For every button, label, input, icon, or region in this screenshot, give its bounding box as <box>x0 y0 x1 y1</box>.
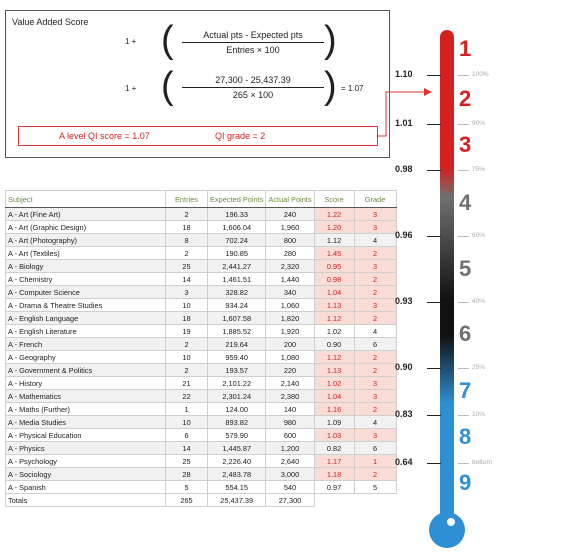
score-tick-line <box>427 463 441 464</box>
table-row <box>6 442 397 455</box>
thermometer-bulb-highlight <box>447 518 455 526</box>
cell-entries: 3 <box>166 286 208 299</box>
cell-actual: 2,140 <box>266 377 314 390</box>
table-row <box>6 325 397 338</box>
header-actual-points: Actual Points <box>266 191 314 208</box>
cell-grade: 3 <box>354 390 396 403</box>
thermometer-tube <box>440 30 454 522</box>
table-row <box>6 364 397 377</box>
cell-grade: 3 <box>354 221 396 234</box>
cell-grade: 2 <box>354 468 396 481</box>
cell-subject: A - Physical Education <box>6 429 166 442</box>
cell-actual: 540 <box>266 481 314 494</box>
cell-entries: 5 <box>166 481 208 494</box>
cell-score: 0.90 <box>314 338 354 351</box>
table-row <box>6 455 397 468</box>
cell-grade: 4 <box>354 234 396 247</box>
close-paren-2: ) <box>324 65 337 107</box>
cell-score: 1.12 <box>314 351 354 364</box>
cell-score: 1.13 <box>314 364 354 377</box>
cell-entries: 2 <box>166 338 208 351</box>
cell-subject: A - Mathematics <box>6 390 166 403</box>
percentile-tick-label: 100% <box>472 71 489 78</box>
percentile-tick-label: 75% <box>472 166 486 173</box>
cell-expected: 554.15 <box>208 481 266 494</box>
cell-score: 0.82 <box>314 442 354 455</box>
score-tick-line <box>427 415 441 416</box>
cell-expected: 190.85 <box>208 247 266 260</box>
cell-entries: 1 <box>166 403 208 416</box>
percentile-tick-line <box>458 463 469 464</box>
formula-title: Value Added Score <box>12 17 89 27</box>
close-paren-1: ) <box>324 19 337 61</box>
cell-actual: 980 <box>266 416 314 429</box>
formula-prefix-1: 1 + <box>125 37 137 46</box>
cell-grade: 2 <box>354 273 396 286</box>
cell-score: 1.04 <box>314 286 354 299</box>
score-tick-label: 1.01 <box>395 118 413 128</box>
cell-actual: 600 <box>266 429 314 442</box>
cell-score: 0.98 <box>314 273 354 286</box>
cell-actual: 1,060 <box>266 299 314 312</box>
open-paren-1: ( <box>161 19 174 61</box>
cell-entries: 2 <box>166 208 208 221</box>
cell-expected: 2,441.27 <box>208 260 266 273</box>
cell-subject: A - English Literature <box>6 325 166 338</box>
cell-actual: 1,200 <box>266 442 314 455</box>
cell-expected: 2,483.78 <box>208 468 266 481</box>
cell-subject: A - Physics <box>6 442 166 455</box>
table-row <box>6 468 397 481</box>
formula-denominator-1: Entries × 100 <box>226 45 280 55</box>
score-tick-line <box>427 368 441 369</box>
cell-score: 0.95 <box>314 260 354 273</box>
header-entries: Entries <box>166 191 208 208</box>
cell-expected: 219.64 <box>208 338 266 351</box>
cell-entries: 8 <box>166 234 208 247</box>
percentile-tick-line <box>458 415 469 416</box>
totals-label: Totals <box>6 494 166 507</box>
cell-grade: 2 <box>354 286 396 299</box>
table-row <box>6 390 397 403</box>
score-tick-label: 0.98 <box>395 164 413 174</box>
score-tick-label: 0.64 <box>395 457 413 467</box>
grade-label: 7 <box>459 378 472 403</box>
qi-grade-text: QI grade = 2 <box>215 131 266 141</box>
cell-actual: 2,380 <box>266 390 314 403</box>
cell-expected: 1,606.04 <box>208 221 266 234</box>
totals-empty-grade <box>354 494 396 507</box>
cell-entries: 25 <box>166 260 208 273</box>
cell-grade: 2 <box>354 364 396 377</box>
cell-entries: 10 <box>166 299 208 312</box>
table-row <box>6 299 397 312</box>
header-grade: Grade <box>354 191 396 208</box>
cell-subject: A - Computer Science <box>6 286 166 299</box>
header-score: Score <box>314 191 354 208</box>
cell-subject: A - Art (Graphic Design) <box>6 221 166 234</box>
cell-grade: 3 <box>354 429 396 442</box>
cell-entries: 6 <box>166 429 208 442</box>
score-tick-label: 0.90 <box>395 362 413 372</box>
percentile-tick-line <box>458 302 469 303</box>
cell-expected: 196.33 <box>208 208 266 221</box>
table-row <box>6 286 397 299</box>
cell-actual: 3,000 <box>266 468 314 481</box>
cell-expected: 193.57 <box>208 364 266 377</box>
cell-actual: 2,640 <box>266 455 314 468</box>
cell-score: 1.02 <box>314 325 354 338</box>
cell-actual: 1,820 <box>266 312 314 325</box>
cell-subject: A - Sociology <box>6 468 166 481</box>
percentile-tick-line <box>458 236 469 237</box>
percentile-tick-label: 90% <box>472 120 486 127</box>
table-row <box>6 481 397 494</box>
cell-expected: 2,101.22 <box>208 377 266 390</box>
score-tick-line <box>427 302 441 303</box>
totals-actual: 27,300 <box>266 494 314 507</box>
percentile-tick-label: 10% <box>472 411 486 418</box>
cell-subject: A - Biology <box>6 260 166 273</box>
cell-entries: 19 <box>166 325 208 338</box>
totals-empty-score <box>314 494 354 507</box>
cell-score: 1.45 <box>314 247 354 260</box>
cell-grade: 6 <box>354 442 396 455</box>
percentile-tick-line <box>458 368 469 369</box>
table-row <box>6 312 397 325</box>
formula-result: = 1.07 <box>341 84 364 93</box>
cell-subject: A - Art (Textiles) <box>6 247 166 260</box>
formula-prefix-2: 1 + <box>125 84 137 93</box>
cell-entries: 10 <box>166 416 208 429</box>
cell-subject: A - Maths (Further) <box>6 403 166 416</box>
table-row <box>6 260 397 273</box>
cell-grade: 2 <box>354 312 396 325</box>
cell-entries: 22 <box>166 390 208 403</box>
cell-score: 1.16 <box>314 403 354 416</box>
percentile-tick-label: 25% <box>472 364 486 371</box>
cell-actual: 280 <box>266 247 314 260</box>
cell-actual: 140 <box>266 403 314 416</box>
table-header-row <box>6 191 397 208</box>
cell-actual: 240 <box>266 208 314 221</box>
cell-actual: 340 <box>266 286 314 299</box>
totals-expected: 25,437.39 <box>208 494 266 507</box>
percentile-tick-label: 40% <box>472 298 486 305</box>
cell-actual: 1,960 <box>266 221 314 234</box>
percentile-tick-label: 60% <box>472 232 486 239</box>
cell-subject: A - Art (Fine Art) <box>6 208 166 221</box>
cell-expected: 124.00 <box>208 403 266 416</box>
qi-score-text: A level QI score = 1.07 <box>59 131 150 141</box>
score-tick-label: 1.10 <box>395 69 413 79</box>
thermometer-bulb <box>429 512 465 548</box>
cell-grade: 2 <box>354 403 396 416</box>
table-row <box>6 208 397 221</box>
cell-score: 1.04 <box>314 390 354 403</box>
cell-expected: 1,445.87 <box>208 442 266 455</box>
percentile-tick-line <box>458 124 469 125</box>
cell-expected: 1,461.51 <box>208 273 266 286</box>
cell-subject: A - Geography <box>6 351 166 364</box>
cell-score: 1.17 <box>314 455 354 468</box>
cell-actual: 220 <box>266 364 314 377</box>
cell-subject: A - Drama & Theatre Studies <box>6 299 166 312</box>
table-row <box>6 429 397 442</box>
connector-arrowhead <box>424 88 432 96</box>
cell-score: 1.12 <box>314 312 354 325</box>
cell-subject: A - Chemistry <box>6 273 166 286</box>
cell-expected: 934.24 <box>208 299 266 312</box>
cell-grade: 3 <box>354 208 396 221</box>
cell-actual: 1,440 <box>266 273 314 286</box>
grade-label: 4 <box>459 190 472 215</box>
cell-actual: 1,920 <box>266 325 314 338</box>
table-row <box>6 403 397 416</box>
cell-subject: A - History <box>6 377 166 390</box>
cell-score: 1.09 <box>314 416 354 429</box>
cell-score: 1.03 <box>314 429 354 442</box>
cell-expected: 893.82 <box>208 416 266 429</box>
cell-score: 1.12 <box>314 234 354 247</box>
cell-entries: 2 <box>166 364 208 377</box>
cell-score: 1.18 <box>314 468 354 481</box>
cell-actual: 2,320 <box>266 260 314 273</box>
header-expected-points: Expected Points <box>208 191 266 208</box>
formula-denominator-2: 265 × 100 <box>232 90 274 100</box>
percentile-tick-line <box>458 75 469 76</box>
cell-subject: A - Government & Politics <box>6 364 166 377</box>
cell-actual: 1,080 <box>266 351 314 364</box>
cell-expected: 2,226.40 <box>208 455 266 468</box>
table-row <box>6 234 397 247</box>
grade-label: 3 <box>459 132 472 157</box>
cell-grade: 4 <box>354 325 396 338</box>
cell-grade: 1 <box>354 455 396 468</box>
subject-scores-table <box>5 190 397 507</box>
percentile-tick-line <box>458 170 469 171</box>
table-row <box>6 247 397 260</box>
score-tick-label: 0.83 <box>395 409 413 419</box>
cell-grade: 2 <box>354 351 396 364</box>
totals-row <box>6 494 397 507</box>
cell-subject: A - Media Studies <box>6 416 166 429</box>
header-subject: Subject <box>6 191 166 208</box>
cell-expected: 959.40 <box>208 351 266 364</box>
cell-score: 1.22 <box>314 208 354 221</box>
cell-expected: 2,301.24 <box>208 390 266 403</box>
cell-grade: 6 <box>354 338 396 351</box>
cell-actual: 200 <box>266 338 314 351</box>
open-paren-2: ( <box>161 65 174 107</box>
cell-score: 1.20 <box>314 221 354 234</box>
cell-grade: 2 <box>354 247 396 260</box>
cell-expected: 702.24 <box>208 234 266 247</box>
cell-entries: 18 <box>166 221 208 234</box>
grade-label: 2 <box>459 86 472 111</box>
cell-entries: 25 <box>166 455 208 468</box>
cell-entries: 10 <box>166 351 208 364</box>
cell-score: 1.02 <box>314 377 354 390</box>
score-tick-line <box>427 75 441 76</box>
score-tick-label: 0.96 <box>395 230 413 240</box>
cell-entries: 14 <box>166 442 208 455</box>
grade-label: 5 <box>459 256 472 281</box>
cell-expected: 1,885.52 <box>208 325 266 338</box>
table-row <box>6 416 397 429</box>
cell-actual: 800 <box>266 234 314 247</box>
table-row <box>6 377 397 390</box>
connector-line <box>377 92 428 136</box>
score-tick-line <box>427 170 441 171</box>
cell-entries: 2 <box>166 247 208 260</box>
percentile-tick-label: bottom <box>472 459 492 466</box>
cell-score: 1.13 <box>314 299 354 312</box>
table-body <box>6 208 397 494</box>
grade-label: 8 <box>459 424 472 449</box>
cell-subject: A - Art (Photography) <box>6 234 166 247</box>
totals-entries: 265 <box>166 494 208 507</box>
formula-numerator-2: 27,300 - 25,437.39 <box>182 75 324 88</box>
cell-entries: 28 <box>166 468 208 481</box>
cell-expected: 1,607.58 <box>208 312 266 325</box>
cell-expected: 328.82 <box>208 286 266 299</box>
score-tick-line <box>427 124 441 125</box>
cell-subject: A - French <box>6 338 166 351</box>
cell-grade: 5 <box>354 481 396 494</box>
cell-score: 0.97 <box>314 481 354 494</box>
table-row <box>6 351 397 364</box>
score-tick-label: 0.93 <box>395 296 413 306</box>
cell-grade: 3 <box>354 377 396 390</box>
cell-grade: 3 <box>354 299 396 312</box>
cell-subject: A - Spanish <box>6 481 166 494</box>
cell-grade: 4 <box>354 416 396 429</box>
cell-subject: A - English Language <box>6 312 166 325</box>
table-row <box>6 221 397 234</box>
grade-label: 1 <box>459 36 472 61</box>
grade-label: 9 <box>459 470 472 495</box>
score-tick-line <box>427 236 441 237</box>
cell-grade: 3 <box>354 260 396 273</box>
table-row <box>6 273 397 286</box>
cell-entries: 21 <box>166 377 208 390</box>
cell-entries: 18 <box>166 312 208 325</box>
formula-numerator-1: Actual pts - Expected pts <box>182 30 324 43</box>
table-row <box>6 338 397 351</box>
cell-expected: 579.90 <box>208 429 266 442</box>
cell-subject: A - Psychology <box>6 455 166 468</box>
grade-label: 6 <box>459 321 472 346</box>
cell-entries: 14 <box>166 273 208 286</box>
